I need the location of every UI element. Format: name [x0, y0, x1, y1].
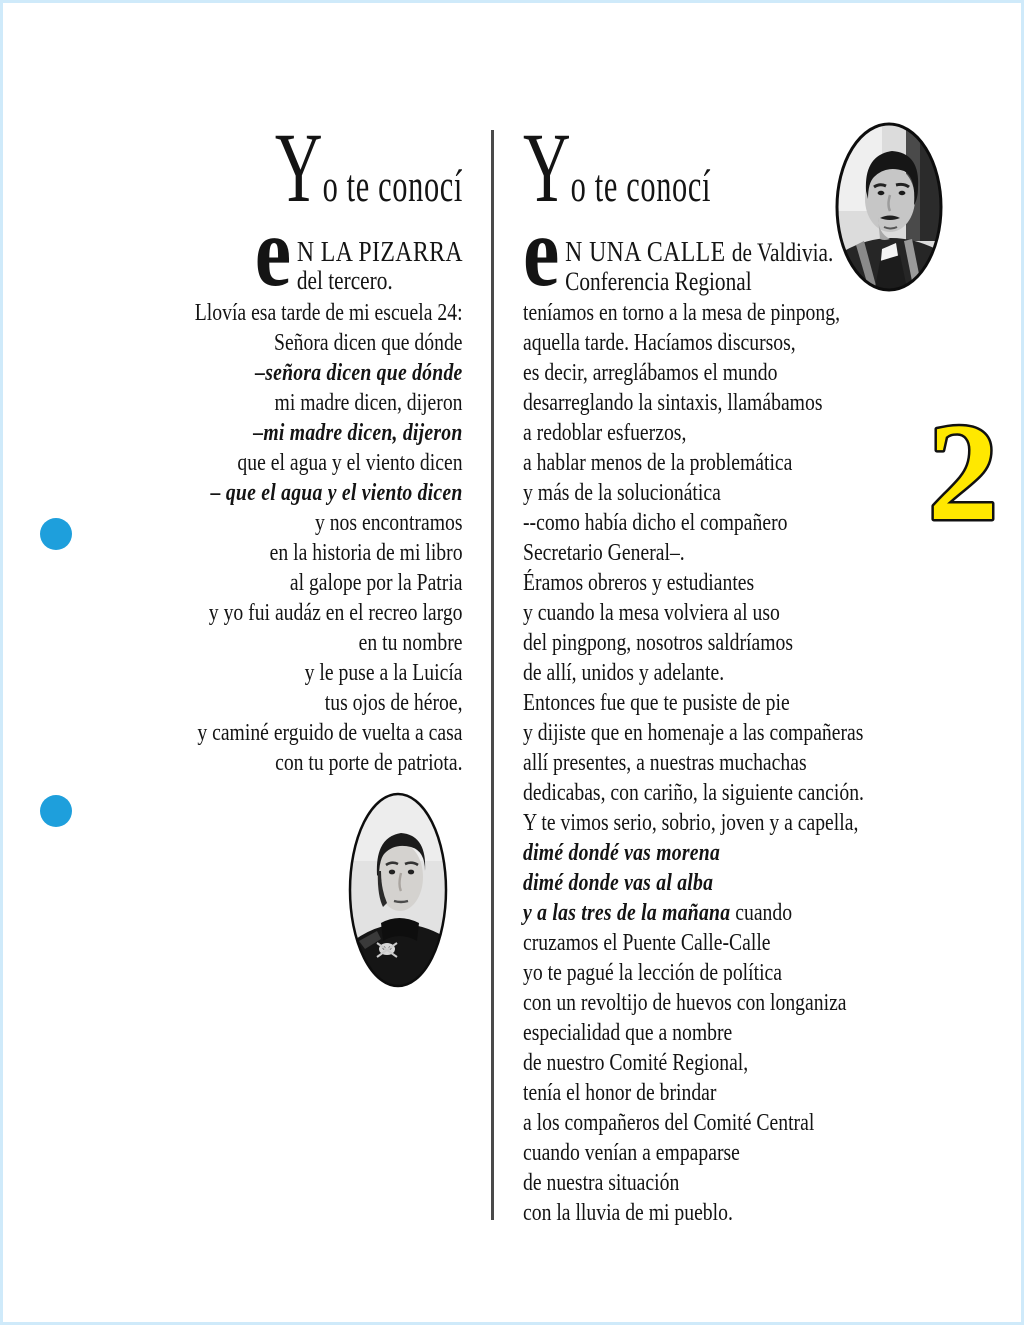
poem-line: tenía el honor de brindar — [523, 1080, 717, 1106]
poem-line: que el agua y el viento dicen — [237, 450, 463, 476]
poem-line: Entonces fue que te pusiste de pie — [523, 690, 790, 716]
column-divider-rule — [491, 130, 494, 1220]
eye — [878, 191, 885, 195]
poem-line: dimé dondé vas morena — [523, 840, 721, 866]
blue-margin-dot — [40, 518, 72, 550]
poem-line: y cuando la mesa volviera al uso — [523, 600, 780, 626]
left-poem-body — [195, 298, 463, 778]
poem-line: cruzamos el Puente Calle-Calle — [523, 930, 771, 956]
poem-line: de allí, unidos y adelante. — [523, 660, 725, 686]
page-number-2: 2 — [928, 405, 998, 543]
poem-line: con un revoltijo de huevos con longaniza — [523, 990, 847, 1016]
poem-line: –mi madre dicen, dijeron — [253, 420, 463, 446]
dropcap-line: Conferencia Regional — [565, 267, 752, 296]
poem-line: –señora dicen que dónde — [255, 360, 463, 386]
poem-line: de nuestro Comité Regional, — [523, 1050, 749, 1076]
poem-line: especialidad que a nombre — [523, 1020, 733, 1046]
poem-line: a redoblar esfuerzos, — [523, 420, 687, 446]
title-text: o te conocí — [570, 160, 712, 211]
poem-line: desarreglando la sintaxis, llamábamos — [523, 390, 823, 416]
poem-line: a hablar menos de la problemática — [523, 450, 793, 476]
poem-line: Llovía esa tarde de mi escuela 24: — [195, 300, 463, 326]
title-drop-initial: Y — [523, 112, 571, 223]
left-poem-title — [275, 110, 463, 225]
poem-line: teníamos en torno a la mesa de pinpong, — [523, 300, 840, 326]
poem-line: es decir, arreglábamos el mundo — [523, 360, 778, 386]
dropcap-letter: e — [254, 196, 292, 307]
poem-line: – que el agua y el viento dicen — [211, 480, 463, 506]
poem-line: cuando venían a empaparse — [523, 1140, 740, 1166]
poem-line: a los compañeros del Comité Central — [523, 1110, 815, 1136]
poem-line: al galope por la Patria — [290, 570, 463, 596]
poem-line: dedicabas, con cariño, la siguiente canción. — [523, 780, 864, 806]
poem-line: yo te pagué la lección de política — [523, 960, 783, 986]
dropcap-line: N LA PIZARRA — [296, 236, 463, 268]
dropcap-line: del tercero. — [296, 266, 393, 295]
poem-line: en la historia de mi libro — [270, 540, 463, 566]
right-poem-body — [523, 298, 864, 1228]
mouth — [394, 901, 408, 902]
poem-line: del pingpong, nosotros saldríamos — [523, 630, 794, 656]
poem-line: y nos encontramos — [315, 510, 463, 536]
eye — [389, 870, 395, 875]
left-dropcap-block — [254, 196, 463, 307]
dropcap-line: N UNA CALLE de Valdivia. — [565, 236, 834, 268]
poem-line: de nuestra situación — [523, 1170, 680, 1196]
page-number — [896, 405, 1024, 543]
poem-line: --como había dicho el compañero — [523, 510, 788, 536]
poem-line: con tu porte de patriota. — [275, 750, 463, 776]
poem-line: con la lluvia de mi pueblo. — [523, 1200, 733, 1226]
poem-line: y más de la solucionática — [523, 480, 721, 506]
title-drop-initial: Y — [274, 112, 323, 223]
poem-line: Secretario General–. — [523, 540, 685, 566]
poem-line: y a las tres de la mañana cuando — [523, 900, 793, 926]
portrait-photo-man-with-mustache — [834, 121, 944, 293]
poem-line: aquella tarde. Hacíamos discursos, — [523, 330, 796, 356]
poem-line: en tu nombre — [359, 630, 463, 656]
right-dropcap-block — [523, 196, 834, 307]
poem-line: dimé donde vas al alba — [523, 870, 714, 896]
dropcap-letter: e — [523, 196, 560, 307]
poem-line: mi madre dicen, dijeron — [275, 390, 463, 416]
blue-margin-dot — [40, 795, 72, 827]
poem-line: y dijiste que en homenaje a las compañeras — [523, 720, 864, 746]
poem-line: Y te vimos serio, sobrio, joven y a capella, — [523, 810, 859, 836]
poem-line: y le puse a la Luicía — [305, 660, 463, 686]
title-text: o te conocí — [322, 160, 463, 211]
poem-line: allí presentes, a nuestras muchachas — [523, 750, 807, 776]
poem-line: y caminé erguido de vuelta a casa — [197, 720, 463, 746]
poem-line: Éramos obreros y estudiantes — [523, 570, 755, 596]
poem-line: tus ojos de héroe, — [325, 690, 463, 716]
poem-line: y yo fui audáz en el recreo largo — [209, 600, 463, 626]
poem-line: Señora dicen que dónde — [274, 330, 463, 356]
portrait-photo-officer — [347, 791, 449, 989]
